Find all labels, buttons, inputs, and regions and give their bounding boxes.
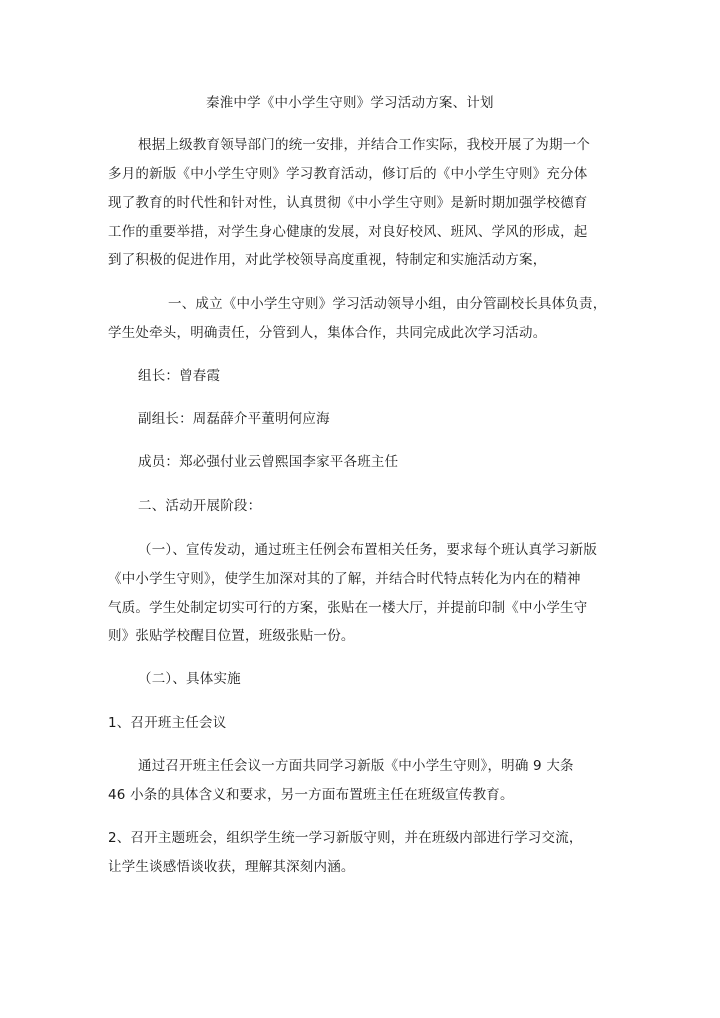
stage1-line: 《中小学生守则》，使学生加深对其的了解，并结合时代特点转化为内在的精神 (108, 571, 581, 587)
item1-line: 通过召开班主任会议一方面共同学习新版《中小学生守则》，明确 9 大条 (138, 758, 574, 774)
leader-line: 组长：曾春霞 (138, 368, 221, 384)
members-line: 成员：郑必强付业云曾熙国李家平各班主任 (138, 454, 399, 470)
document-title: 秦淮中学《中小学生守则》学习活动方案、计划 (206, 95, 494, 111)
intro-line: 根据上级教育领导部门的统一安排，并结合工作实际，我校开展了为期一个 (138, 137, 591, 153)
stage1-line: 则》张贴学校醒目位置，班级张贴一份。 (108, 628, 355, 644)
intro-line: 多月的新版《中小学生守则》学习教育活动，修订后的《中小学生守则》充分体 (108, 166, 588, 182)
stage1-line: （一）、宣传发动，通过班主任例会布置相关任务，要求每个班认真学习新版 (138, 542, 598, 558)
intro-line: 到了积极的促进作用，对此学校领导高度重视，特制定和实施活动方案， (108, 252, 547, 268)
intro-line: 现了教育的时代性和针对性，认真贯彻《中小学生守则》是新时期加强学校德育 (108, 195, 588, 211)
section2-heading: 二、活动开展阶段： (138, 498, 262, 514)
item1-line: 46 小条的具体含义和要求，另一方面布置班主任在班级宣传教育。 (108, 787, 514, 803)
section1-line: 学生处牵头，明确责任，分管到人，集体合作，共同完成此次学习活动。 (108, 325, 547, 341)
item2-line: 让学生谈感悟谈收获，理解其深刻内涵。 (108, 859, 355, 875)
item1-heading: 1、召开班主任会议 (108, 715, 227, 731)
section1-line: 一、成立《中小学生守则》学习活动领导小组，由分管副校长具体负责， (168, 296, 607, 312)
deputy-line: 副组长：周磊薛介平董明何应海 (138, 411, 330, 427)
item2-line: 2、召开主题班会，组织学生统一学习新版守则，并在班级内部进行学习交流， (108, 830, 583, 846)
stage1-line: 气质。学生处制定切实可行的方案，张贴在一楼大厅，并提前印制《中小学生守 (108, 600, 588, 616)
stage2-heading: （二）、具体实施 (138, 671, 241, 687)
intro-line: 工作的重要举措，对学生身心健康的发展，对良好校风、班风、学风的形成，起 (108, 224, 588, 240)
